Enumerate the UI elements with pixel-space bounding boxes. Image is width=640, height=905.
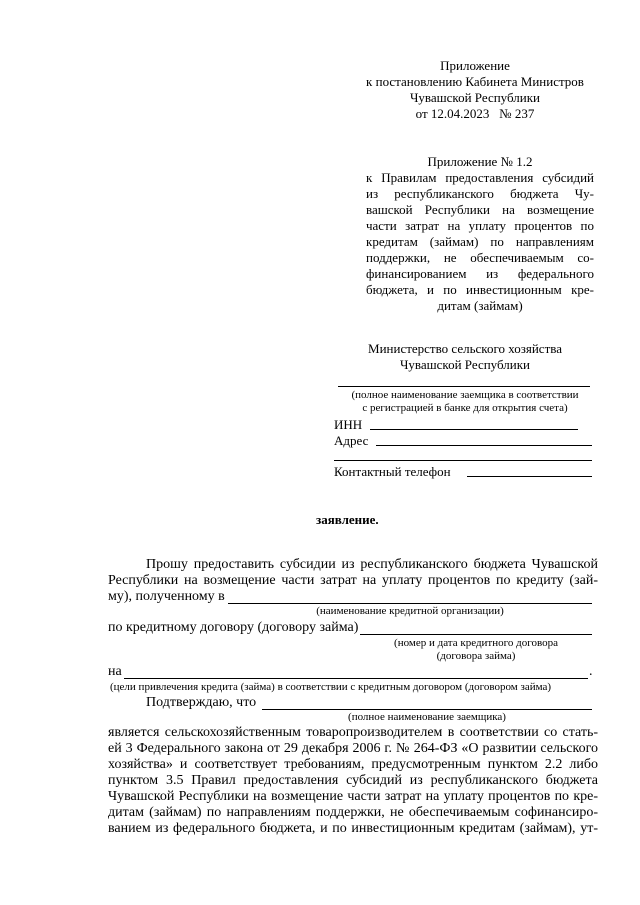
body-line: дитам (займам) по направлениям поддержки, не обеспечиваемым софинансиро-: [108, 805, 598, 820]
body-line: ей 3 Федерального закона от 29 декабря 2006 г. № 264-ФЗ «О развитии сельского: [108, 741, 598, 756]
confirm-label: Подтверждаю, что: [146, 695, 257, 710]
body-line: является сельскохозяйственным товаропроизводителем в соответствии со стать-: [108, 725, 598, 740]
hint-line: (договора займа): [436, 650, 516, 662]
address-label: Адрес: [334, 433, 369, 448]
body-line: Чувашской Республики на возмещение части затрат на уплату процентов по кре-: [108, 789, 598, 804]
appendix-rules-line: вашской Республики на возмещение: [366, 202, 594, 217]
purpose-label: на: [108, 664, 122, 679]
appendix-rules-line: из республиканского бюджета Чу-: [366, 186, 594, 201]
received-label: му), полученному в: [108, 589, 225, 604]
appendix-header-line: от 12.04.2023 № 237: [415, 106, 535, 121]
appendix-rules-line: к Правилам предоставления субсидий: [366, 170, 594, 185]
body-paragraph-2: [108, 725, 598, 837]
body-line: Прошу предоставить субсидии из республиканского бюджета Чувашской: [146, 557, 598, 572]
credit-agreement-hint: [360, 637, 592, 663]
purpose-field[interactable]: [124, 678, 588, 679]
appendix-rules-line: дитам (займам): [437, 298, 523, 313]
phone-label: Контактный телефон: [334, 464, 451, 479]
bank-name-hint: (наименование кредитной организации): [316, 605, 504, 617]
appendix-header-line: Приложение: [440, 58, 510, 73]
addressee: [330, 341, 600, 373]
appendix-rules: [366, 154, 594, 314]
appendix-rules-line: поддержки, не обеспечиваемым со-: [366, 250, 594, 265]
appendix-rules-line: финансированием из федерального: [366, 266, 594, 281]
addressee-line: Чувашской Республики: [399, 357, 531, 372]
body-paragraph-1: [108, 557, 598, 589]
purpose-hint: (цели привлечения кредита (займа) в соответствии с кредитным договором (договором займа): [110, 681, 552, 693]
appendix-rules-line: бюджета, и по инвестиционным кре-: [366, 282, 594, 297]
hint-line: с регистрацией в банке для открытия счета): [362, 402, 568, 414]
appendix-header: [340, 58, 610, 122]
body-line: пунктом 3.5 Правил предоставления субсидий из республиканского бюджета: [108, 773, 598, 788]
appendix-rules-title: Приложение № 1.2: [427, 154, 533, 169]
body-line: ванием из федерального бюджета, и по инвестиционным кредитам (займам), ут-: [108, 821, 598, 836]
borrower-name-hint: (полное наименование заемщика): [348, 711, 506, 723]
phone-field[interactable]: [467, 476, 592, 477]
appendix-rules-line: части затрат на уплату процентов по: [366, 218, 594, 233]
credit-agreement-field[interactable]: [360, 634, 592, 635]
hint-line: (номер и дата кредитного договора: [394, 637, 558, 649]
addressee-line: Министерство сельского хозяйства: [368, 341, 562, 356]
hint-line: (полное наименование заемщика в соответствии: [351, 389, 579, 401]
appendix-header-line: Чувашской Республики: [409, 90, 541, 105]
body-line: хозяйства» и соответствует требованиям, предусмотренным пунктом 2.2 либо: [108, 757, 598, 772]
appendix-rules-line: кредитам (займам) по направлениям: [366, 234, 594, 249]
address-field-line-2[interactable]: [334, 460, 592, 461]
document-title: заявление.: [316, 512, 379, 527]
borrower-name-field[interactable]: [262, 709, 592, 710]
applicant-name-line[interactable]: [338, 386, 590, 387]
body-line: Республики на возмещение части затрат на уплату процентов по кредиту (зай-: [108, 573, 598, 588]
appendix-header-line: к постановлению Кабинета Министров: [366, 74, 584, 89]
credit-agreement-label: по кредитному договору (договору займа): [108, 620, 359, 635]
purpose-period: .: [589, 664, 593, 679]
inn-field[interactable]: [370, 429, 578, 430]
applicant-name-hint: [330, 389, 600, 415]
bank-name-field[interactable]: [228, 603, 592, 604]
address-field[interactable]: [376, 445, 592, 446]
inn-label: ИНН: [334, 417, 363, 432]
